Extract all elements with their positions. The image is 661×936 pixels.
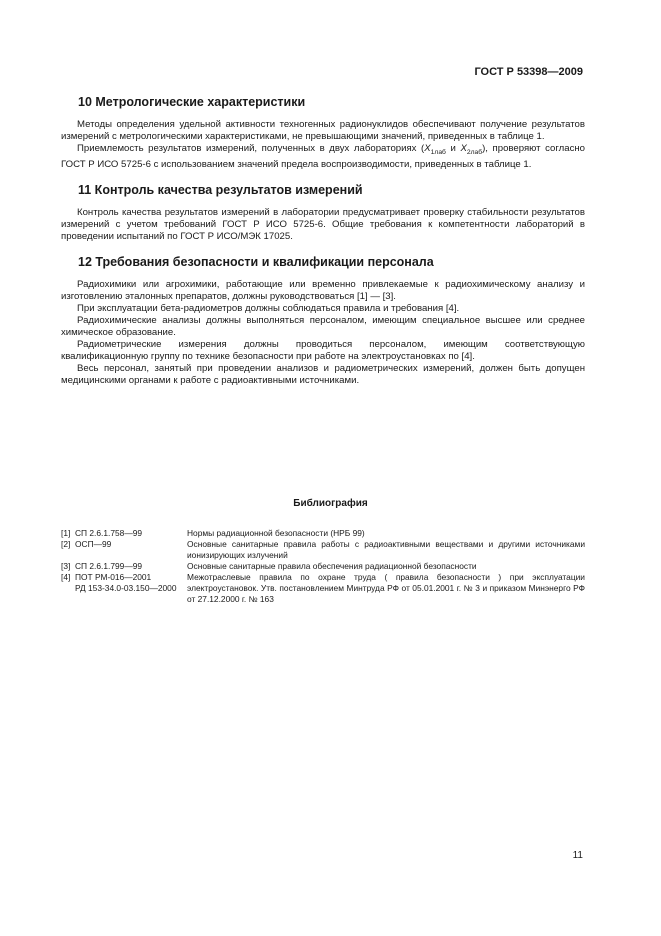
entry-number: [1] xyxy=(61,528,71,538)
text-fragment: ), проверяют согласно ГОСТ Р ИСО 5725-6 с использованием значений предела воспроизводимости, приведенных в таблице 1. xyxy=(61,143,586,170)
section-title: 11 Контроль качества результатов измерений xyxy=(78,182,363,197)
paragraph: Радиохимические анализы должны выполняться персоналом, имеющим специальное высшее или среднее химическое образование. xyxy=(61,314,585,338)
paragraph-reproducibility xyxy=(61,143,585,171)
entry-code: СП 2.6.1.799—99 xyxy=(75,561,143,571)
bibliography-entry xyxy=(61,561,585,572)
subscript: 2лаб xyxy=(466,148,483,156)
entry-code-secondary: РД 153-34.0-03.150—2000 xyxy=(75,583,177,593)
section-title: 12 Требования безопасности и квалификации персонала xyxy=(78,254,434,269)
bibliography-entry xyxy=(61,572,585,605)
entry-description: Основные санитарные правила работы с радиоактивными веществами и другими источниками ионизирующих излучений xyxy=(187,539,585,560)
entry-number: [4] xyxy=(61,572,71,582)
section-10 xyxy=(61,94,585,171)
text-fragment: Приемлемость результатов измерений, полученных в двух лабораториях ( xyxy=(77,143,425,154)
entry-description: Основные санитарные правила обеспечения радиационной безопасности xyxy=(187,561,477,571)
bibliography-title: Библиография xyxy=(293,498,368,509)
main-content xyxy=(61,94,585,398)
subscript: 1лаб xyxy=(430,148,446,156)
document-header: ГОСТ Р 53398—2009 xyxy=(474,66,583,78)
page-number: 11 xyxy=(572,850,583,861)
variable-x: X xyxy=(424,143,431,154)
section-11 xyxy=(61,182,585,243)
entry-code: СП 2.6.1.758—99 xyxy=(75,528,143,538)
section-title: 10 Метрологические характеристики xyxy=(78,95,306,109)
entry-number: [3] xyxy=(61,561,71,571)
bibliography-list xyxy=(61,528,585,605)
paragraph: Методы определения удельной активности техногенных радионуклидов обеспечивают получение результатов измерений с метрологическими характеристиками, не превышающими значений, приведенных в таблице 1. xyxy=(61,119,585,142)
entry-code: ОСП—99 xyxy=(75,539,112,549)
bibliography-entry xyxy=(61,539,585,561)
text-fragment: и xyxy=(445,143,461,154)
section-12 xyxy=(61,254,585,387)
entry-number: [2] xyxy=(61,539,71,549)
variable-x: X xyxy=(460,143,467,154)
paragraph: Контроль качества результатов измерений в лаборатории предусматривает проверку стабильности результатов измерений с учетом требований ГОСТ Р ИСО 5725-6. Общие требования к компетентности лабораторий в проведении испытаний по ГОСТ Р ИСО/МЭК 17025. xyxy=(61,206,585,242)
paragraph: Радиометрические измерения должны проводиться персоналом, имеющим соответствующую квалификационную группу по технике безопасности при работе на электроустановках по [4]. xyxy=(61,338,585,362)
entry-description: Нормы радиационной безопасности (НРБ 99) xyxy=(187,528,365,538)
bibliography-entry xyxy=(61,528,585,539)
paragraph: Радиохимики или агрохимики, работающие или временно привлекаемые к радиохимическому анализу и изготовлению эталонных препаратов, должны руководствоваться [1] — [3]. xyxy=(61,278,585,302)
entry-code: ПОТ РМ-016—2001 xyxy=(75,572,152,582)
paragraph: Весь персонал, занятый при проведении анализов и радиометрических измерений, должен быть допущен медицинскими органами к работе с радиоактивными источниками. xyxy=(61,362,585,386)
paragraph: При эксплуатации бета-радиометров должны соблюдаться правила и требования [4]. xyxy=(77,302,460,314)
entry-code-group xyxy=(75,572,187,605)
entry-description: Межотраслевые правила по охране труда ( правила безопасности ) при эксплуатации электроустановок. Утв. постановлением Минтруда РФ от 05.01.2001 г. № 3 и приказом Минэнерго РФ от 27.12.2000 г. № 163 xyxy=(187,572,585,604)
